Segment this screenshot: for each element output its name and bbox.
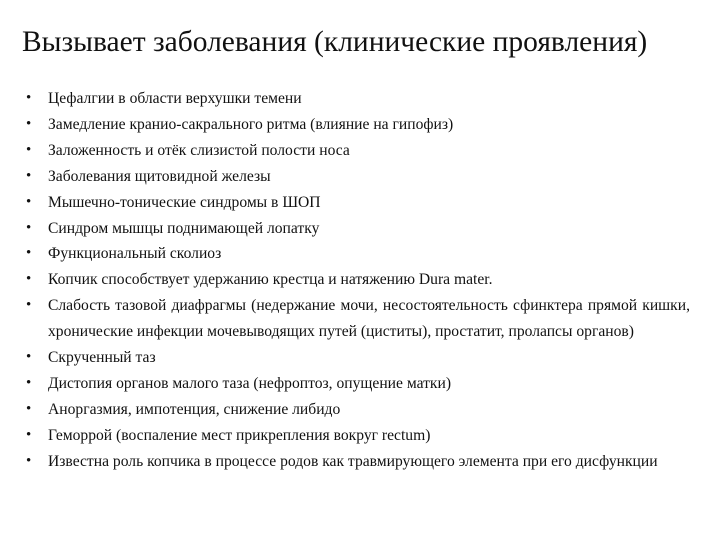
- bullet-icon: •: [26, 452, 32, 469]
- bullet-list: [26, 86, 690, 475]
- bullet-icon: •: [26, 349, 32, 366]
- list-item-text: Дистопия органов малого таза (нефроптоз, опущение матки): [48, 374, 452, 392]
- list-item-text: Известна роль копчика в процессе родов как травмирующего элемента при его дисфункции: [48, 452, 658, 470]
- list-item-text: Слабость тазовой диафрагмы (недержание мочи, несостоятельность сфинктера прямой кишки, хронические инфекции мочевыводящих путей (циститы), простатит, пролапсы органов): [48, 297, 690, 341]
- list-item: [26, 293, 690, 345]
- list-item: [26, 449, 690, 475]
- list-item: [26, 371, 690, 397]
- bullet-icon: •: [26, 426, 32, 443]
- list-item-text: Замедление кранио-сакрального ритма (влияние на гипофиз): [48, 115, 454, 133]
- list-item: [26, 267, 690, 293]
- list-item-text: Копчик способствует удержанию крестца и натяжению Dura mater.: [48, 271, 493, 289]
- list-item: [26, 138, 690, 164]
- list-item-text: Синдром мышцы поднимающей лопатку: [48, 219, 320, 237]
- bullet-icon: •: [26, 271, 32, 288]
- list-item: [26, 86, 690, 112]
- bullet-icon: •: [26, 193, 32, 210]
- bullet-icon: •: [26, 219, 32, 236]
- list-item: [26, 423, 690, 449]
- bullet-icon: •: [26, 245, 32, 262]
- bullet-icon: •: [26, 374, 32, 391]
- list-item-text: Скрученный таз: [48, 349, 156, 367]
- bullet-icon: •: [26, 167, 32, 184]
- list-item: [26, 190, 690, 216]
- bullet-icon: •: [26, 297, 32, 314]
- bullet-icon: •: [26, 90, 32, 106]
- list-item: [26, 241, 690, 267]
- bullet-icon: •: [26, 141, 32, 158]
- bullet-icon: •: [26, 400, 32, 417]
- list-item-text: Заложенность и отёк слизистой полости носа: [48, 141, 350, 159]
- list-item-text: Мышечно-тонические синдромы в ШОП: [48, 193, 321, 211]
- slide-title: Вызывает заболевания (клинические проявления): [22, 26, 648, 58]
- list-item-text: Аноргазмия, импотенция, снижение либидо: [48, 400, 341, 418]
- list-item: [26, 112, 690, 138]
- list-item: [26, 216, 690, 242]
- list-item: [26, 164, 690, 190]
- list-item: [26, 345, 690, 371]
- list-item-text: Функциональный сколиоз: [48, 245, 222, 263]
- list-item-text: Цефалгии в области верхушки темени: [48, 90, 302, 107]
- list-item-text: Геморрой (воспаление мест прикрепления вокруг rectum): [48, 426, 431, 444]
- list-item-text: Заболевания щитовидной железы: [48, 167, 271, 185]
- list-item: [26, 397, 690, 423]
- bullet-icon: •: [26, 115, 32, 132]
